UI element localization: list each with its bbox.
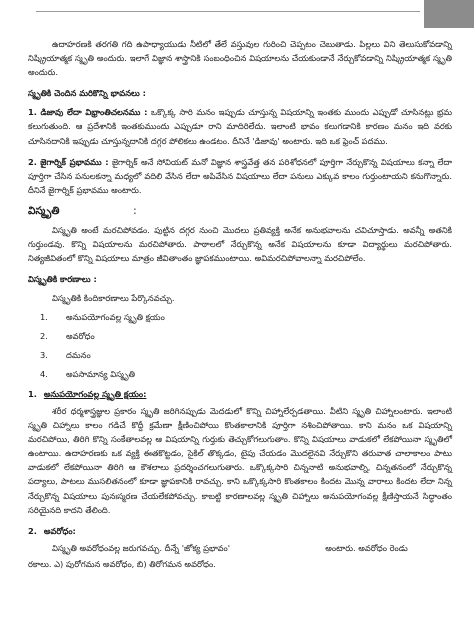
cause2-paragraph-end: రకాలు. ఎ) పురోగమన అవరోధం, బి) తిరోగమన అవరోధం. — [28, 558, 216, 569]
concept-deja-vu-number: 1. — [28, 107, 37, 118]
list-item-text: అనుపయోగంవల్ల స్మృతి క్షయం — [66, 311, 165, 322]
list-item-text: దమనం — [66, 349, 91, 360]
list-item-number: 3. — [40, 349, 48, 360]
concept-zeigarnik-number: 2. — [28, 156, 37, 167]
list-item — [40, 367, 452, 381]
cause1-paragraph: శరీర ధర్మశాస్త్రజ్ఞుల ప్రకారం స్మృతి జరిగినప్పుడు మెదడులో కొన్ని చిహ్నాలేర్పడతాయి. వీటిని స్మృతి చిహ్నాలంటారు. ఇలాంటి స్మృతి చిహ్నాలు కాలం గడిచే కొద్దీ క్రమేణా క్షీణించిపోయి కొంతకాలానికి పూర్తిగా నశించిపోతాయి. కాని మనం ఒక విషయాన్ని మరచిపోయి, తిరిగి కొన్ని సంకేతాలవల్ల ఆ విషయాన్ని గుర్తుకు తెచ్చుకోగలుగుతాం. కొన్ని విషయాలు వాడుకలో లేకపోయినా స్మృతిలో ఉంటాయి. ఉదాహరణకు ఒక వ్యక్తి ఈతకొట్టడం, సైకిల్ తొక్కడం, టైపు చేయడం మొదలైనవి నేర్చుకొని తరువాత చాలాకాలం పాటు వాడుకలో లేకపోయినా తిరిగి ఆ కౌశలాలు ప్రదర్శించగలుగుతారు. ఒక్కొక్కసారి చిన్ననాటి అనుభవాల్ని, చిన్నతనంలో నేర్చుకొన్న పద్యాలు, పాటలు ముసలితనంలో కూడా జ్ఞాపకానికి రావచ్చు. కాని ఒక్కొక్కసారి కొంతకాలం కిందట మొన్న వారాలు కిందట లేదా నిన్న నేర్చుకొన్న విషయాలు పునఃస్మరణ చేయలేకపోవచ్చు. కాబట్టి కారణాలవల్ల స్మృతి చిహ్నాలు అనుపయోగంవల్ల క్షీణిస్తాయనే సిద్ధాంతం సరియైనది కాదని తేలింది. — [28, 405, 452, 515]
causes-list — [28, 310, 452, 381]
cause1-heading-number: 1. — [28, 388, 37, 399]
list-item — [40, 329, 452, 343]
cause2-paragraph-start: విస్మృతి అవరోధంవల్ల జరుగవచ్చు. దీన్నే 'జోక్య ప్రభావం' — [52, 542, 231, 553]
cause2-paragraph — [28, 541, 452, 555]
list-item — [40, 310, 452, 324]
cause2-heading-number: 2. — [28, 525, 37, 536]
intro-paragraph: ఉదాహరణకి తరగతి గది ఉపాధ్యాయుడు నీటిలో తేలే వస్తువుల గురించి చెప్పటం చెబుతాడు. పిల్లలు విని తెలుసుకోవడాన్ని నిష్క్రియాత్మక స్మృతి అందురు. ఇలాగే విజ్ఞాన శాస్త్రానికి సంబంధించిన విషయాలను చేయకుండానే నేర్చుకోవడాన్ని నిష్క్రియాత్మక స్మృతి అందురు. — [28, 39, 452, 78]
list-item-number: 2. — [40, 330, 48, 341]
section-heading-memory-concepts: స్మృతికి చెందిన మరికొన్ని భావనలు : — [28, 88, 146, 99]
list-item — [40, 348, 452, 362]
cause1-heading — [28, 387, 452, 401]
section-heading-forgetting-title: విస్మృతి — [28, 204, 60, 217]
list-item-number: 4. — [40, 368, 48, 379]
document-body — [28, 37, 452, 578]
causes-heading: విస్మృతికి కారణాలు : — [28, 274, 97, 285]
cause2-heading — [28, 524, 452, 538]
header-rule — [36, 11, 420, 12]
list-item-number: 1. — [40, 311, 48, 322]
list-item-text: అపసామాన్య విస్మృతి — [66, 368, 136, 379]
concept-deja-vu — [28, 105, 452, 147]
causes-intro: విస్మృతికి కిందికారణాలు పేర్కొనవచ్చు. — [52, 293, 175, 304]
concept-deja-vu-term: డిజావు లేదా విభ్రాంతిచలనము : — [40, 107, 148, 118]
forgetting-paragraph: విస్మృతి అంటే మరచిపోవడం. పుట్టిన దగ్గర నుంచి మొదలు ప్రతివ్యక్తి అనేక అనుభవాలను చవిచూస్తాడు. అవన్నీ అతనికి గుర్తుండవు. కొన్ని విషయాలను మరచిపోతారు. పాఠాలలో నేర్చుకొన్న అనేక విషయాలను కూడా విద్యార్థులు మరచిపోతారు. నిత్యజీవితంలో కొన్ని విషయాలు మాత్రం జీవితాంతం జ్ఞాపకముంటాయి. అవిమరచిపోవాలన్నా మరచిపోలేం. — [28, 225, 452, 264]
cause1-heading-text: అనుపయోగంవల్ల స్మృతి క్షయం: — [43, 388, 147, 399]
concept-deja-vu-text: ఒక్కొక్క సారి మనం ఇప్పుడు చూస్తున్న విషయాన్ని ఇంతకు ముందు ఎప్పుడో చూసినట్లు భ్రమ కలుగుతుంది. ఆ ప్రదేశానికి ఇంతకుముందు ఎప్పుడూ రాని మాదిరిలేదు. ఇలాంటి భావం కలుగడానికి కారణం మనం ఇది వరకు చూసినదానికి ఇప్పుడు చూస్తున్నదానికి దగ్గర పోలికలు ఉండటం. దీనినే 'డిజావు' అంటారు. ఇది ఒక ఫ్రెంచ్ పదము. — [28, 107, 452, 146]
concept-zeigarnik-text: జైగార్నిక్ అనే సోవియట్ మనో విజ్ఞాన శాస్త్రవేత్త తన పరిశోధనలో పూర్తిగా నేర్చుకొన్న విషయాలు కన్నా లేదా పూర్తిగా చేసిన పనులకన్నా మధ్యలో వదిలి వేసిన లేదా అపివేసిన విషయాలు లేదా పనులు ఎక్కువ కాలం గుర్తుంటాయని కనుగొన్నారు. దీనినే జైగార్నిక్ ప్రభావము అంటారు. — [28, 156, 453, 195]
section-heading-forgetting — [28, 204, 452, 218]
concept-zeigarnik-term: జైగార్నిక్ ప్రభావము : — [40, 156, 109, 167]
concept-zeigarnik — [28, 155, 452, 197]
page-corner-tab — [424, 0, 474, 28]
section-heading-forgetting-colon: : — [133, 204, 137, 217]
cause2-heading-text: అవరోధం: — [43, 525, 76, 536]
cause2-paragraph-mid: అంటారు. అవరోధం రెండు — [325, 542, 408, 553]
list-item-text: అవరోధం — [66, 330, 95, 341]
